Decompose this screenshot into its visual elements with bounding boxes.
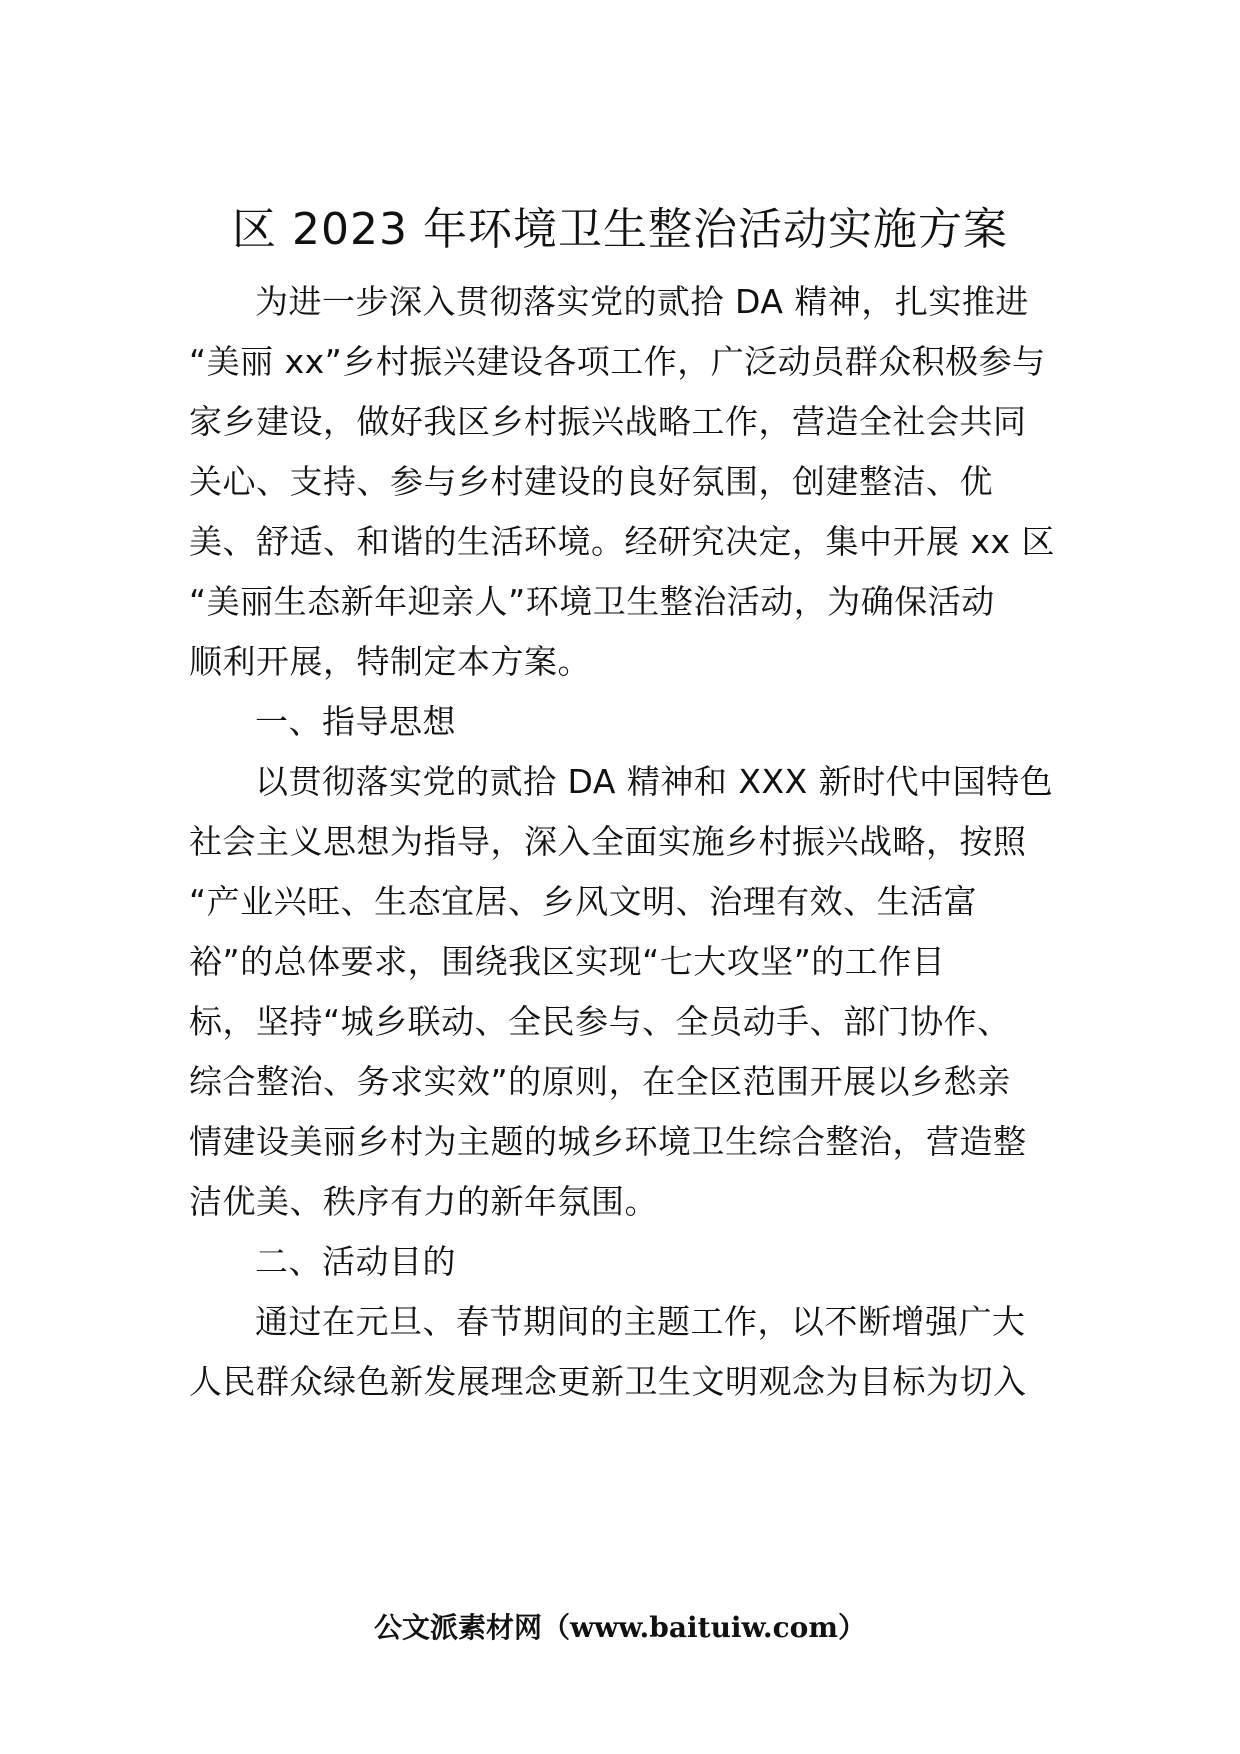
paragraph-line: 顺利开展，特制定本方案。 (189, 642, 591, 681)
paragraph-line: 洁优美、秩序有力的新年氛围。 (189, 1182, 658, 1221)
paragraph-line: 关心、支持、参与乡村建设的良好氛围，创建整洁、优 (189, 462, 993, 501)
paragraph-line: “产业兴旺、生态宜居、乡风文明、治理有效、生活富 (189, 882, 978, 921)
paragraph-line: 裕”的总体要求，围绕我区实现“七大攻坚”的工作目 (189, 942, 946, 981)
section-heading: 二、活动目的 (255, 1242, 456, 1281)
paragraph-line: 家乡建设，做好我区乡村振兴战略工作，营造全社会共同 (189, 402, 1027, 441)
paragraph-line: “美丽生态新年迎亲人”环境卫生整治活动，为确保活动 (189, 582, 995, 621)
paragraph-line: 美、舒适、和谐的生活环境。经研究决定，集中开展 xx 区 (189, 522, 1056, 561)
paragraph-line: 社会主义思想为指导，深入全面实施乡村振兴战略，按照 (189, 822, 1027, 861)
section-heading: 一、指导思想 (255, 702, 456, 741)
paragraph-line: 综合整治、务求实效”的原则，在全区范围开展以乡愁亲 (189, 1062, 1011, 1101)
paragraph-line: 标，坚持“城乡联动、全民参与、全员动手、部门协作、 (189, 1002, 1011, 1041)
footer-watermark: 公文派素材网（www.baituiw.com） (374, 1611, 866, 1644)
paragraph-line: 为进一步深入贯彻落实党的贰拾 DA 精神，扎实推进 (255, 282, 1029, 321)
paragraph-line: 通过在元旦、春节期间的主题工作，以不断增强广大 (255, 1302, 1026, 1341)
paragraph-line: 情建设美丽乡村为主题的城乡环境卫生综合整治，营造整 (189, 1122, 1027, 1161)
paragraph-line: “美丽 xx”乡村振兴建设各项工作，广泛动员群众积极参与 (189, 342, 1046, 381)
paragraph-line: 人民群众绿色新发展理念更新卫生文明观念为目标为切入 (189, 1362, 1027, 1401)
document-title: 区 2023 年环境卫生整治活动实施方案 (232, 204, 1008, 255)
paragraph-line: 以贯彻落实党的贰拾 DA 精神和 XXX 新时代中国特色 (255, 762, 1054, 801)
